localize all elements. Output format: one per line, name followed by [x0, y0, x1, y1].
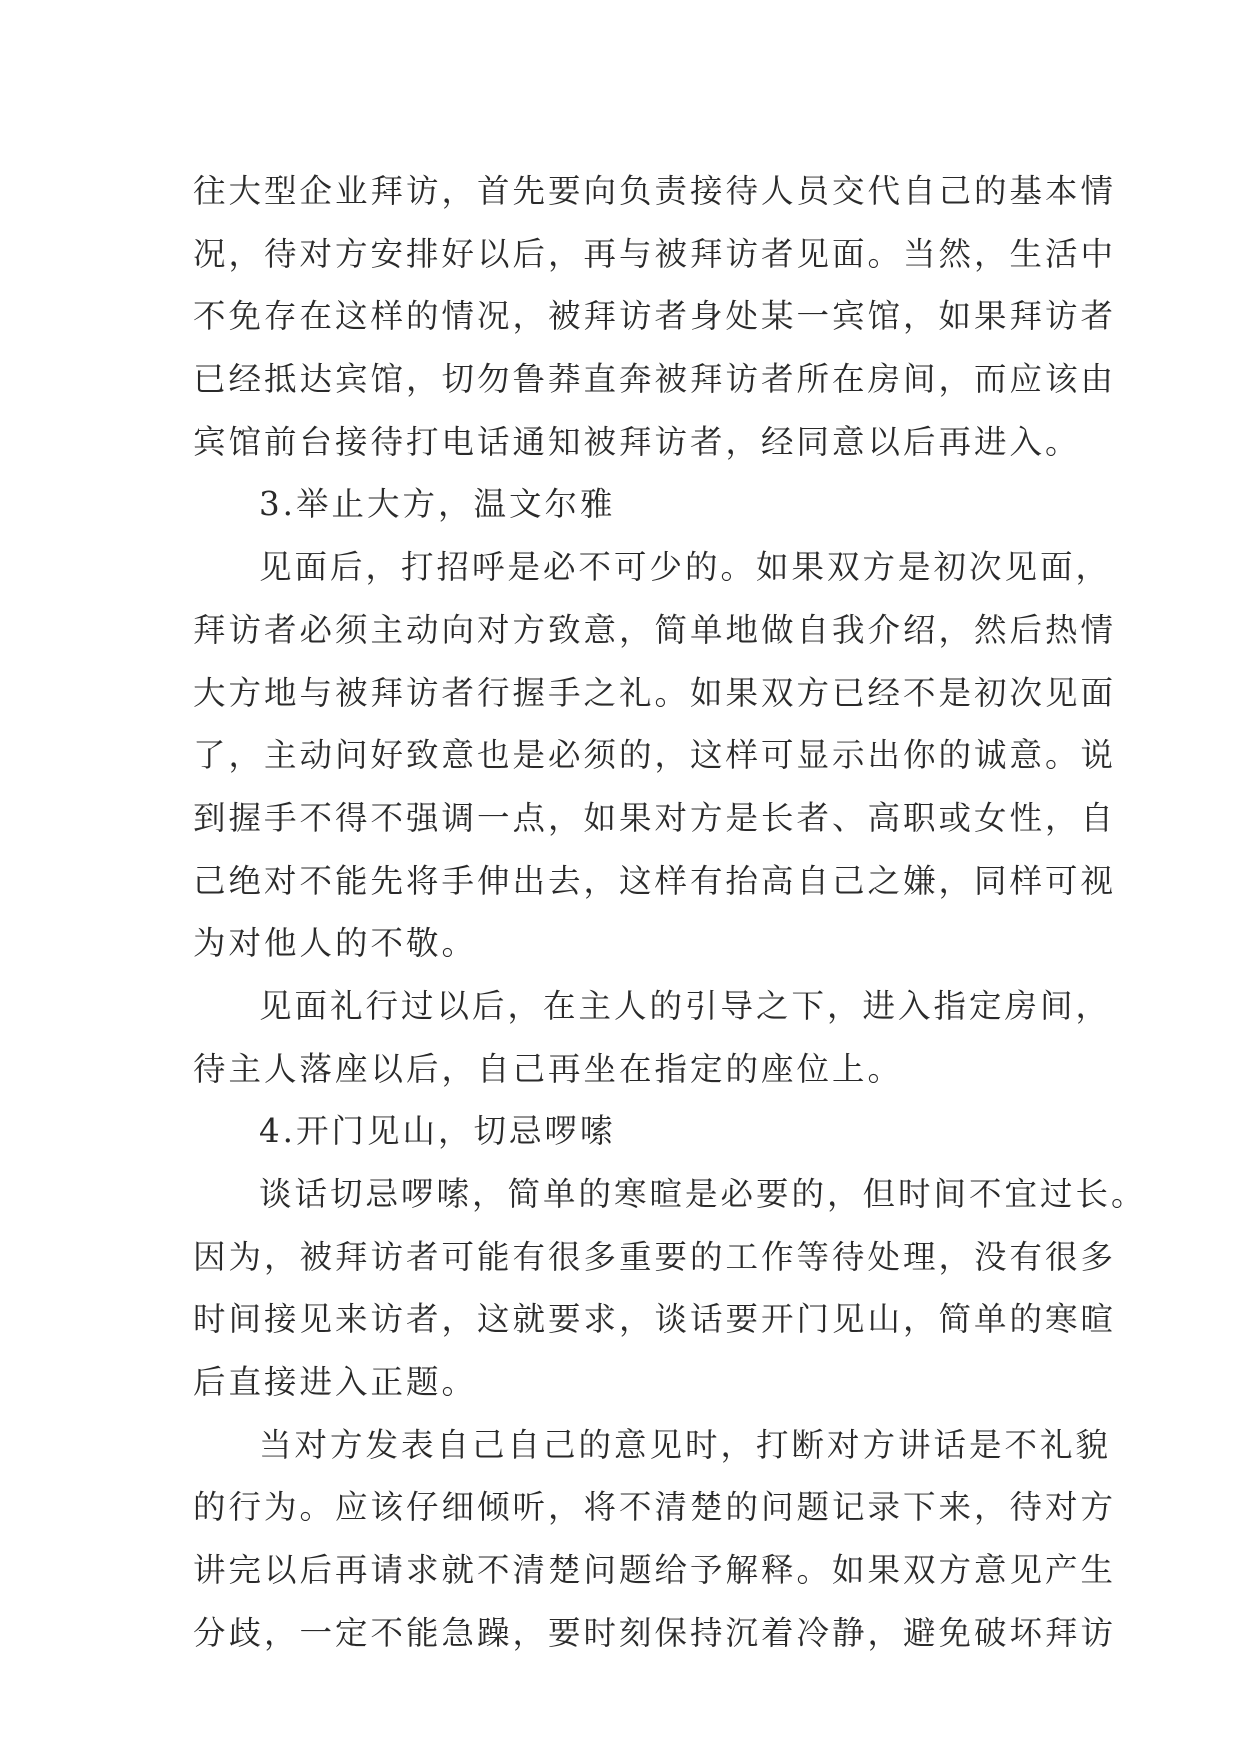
body-line: 待主人落座以后，自己再坐在指定的座位上。	[193, 1049, 904, 1088]
paragraph-first-line: 当对方发表自己自己的意见时，打断对方讲话是不礼貌	[259, 1425, 1112, 1464]
body-line: 大方地与被拜访者行握手之礼。如果双方已经不是初次见面	[193, 673, 1117, 712]
paragraph-first-line: 见面礼行过以后，在主人的引导之下，进入指定房间，	[259, 986, 1112, 1025]
body-line: 已经抵达宾馆，切勿鲁莽直奔被拜访者所在房间，而应该由	[193, 360, 1117, 399]
body-line: 往大型企业拜访，首先要向负责接待人员交代自己的基本情	[193, 172, 1117, 210]
body-line: 分歧，一定不能急躁，要时刻保持沉着冷静，避免破坏拜访	[193, 1613, 1117, 1652]
paragraph-first-line: 谈话切忌啰嗦，简单的寒暄是必要的，但时间不宜过长。	[259, 1175, 1147, 1213]
body-line: 讲完以后再请求就不清楚问题给予解释。如果双方意见产生	[193, 1551, 1117, 1590]
section-heading: 4.开门见山，切忌啰嗦	[259, 1112, 616, 1151]
body-line: 的行为。应该仔细倾听，将不清楚的问题记录下来，待对方	[193, 1488, 1117, 1527]
body-line: 不免存在这样的情况，被拜访者身处某一宾馆，如果拜访者	[193, 297, 1117, 336]
body-line: 为对他人的不敬。	[193, 924, 478, 963]
body-line: 因为，被拜访者可能有很多重要的工作等待处理，没有很多	[193, 1237, 1117, 1276]
body-line: 况，待对方安排好以后，再与被拜访者见面。当然，生活中	[193, 234, 1117, 273]
body-line: 到握手不得不强调一点，如果对方是长者、高职或女性，自	[193, 798, 1117, 837]
body-line: 时间接见来访者，这就要求，谈话要开门见山，简单的寒暄	[193, 1300, 1117, 1339]
body-line: 己绝对不能先将手伸出去，这样有抬高自己之嫌，同样可视	[193, 861, 1117, 900]
section-heading: 3.举止大方，温文尔雅	[259, 485, 616, 524]
body-line: 宾馆前台接待打电话通知被拜访者，经同意以后再进入。	[193, 422, 1081, 461]
document-body	[193, 160, 1147, 1665]
body-line: 拜访者必须主动向对方致意，简单地做自我介绍，然后热情	[193, 610, 1117, 649]
body-line: 了，主动问好致意也是必须的，这样可显示出你的诚意。说	[193, 736, 1117, 775]
body-line: 后直接进入正题。	[193, 1363, 478, 1402]
paragraph-first-line: 见面后，打招呼是必不可少的。如果双方是初次见面，	[259, 548, 1112, 587]
